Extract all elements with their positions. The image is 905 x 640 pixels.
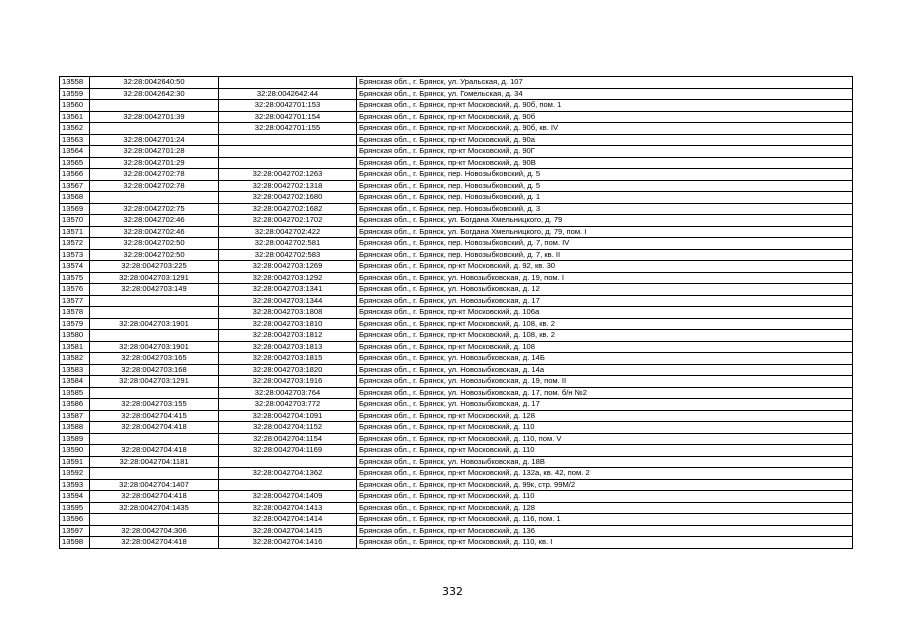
table-body [60,77,853,549]
address-cell: Брянская обл., г. Брянск, пр-кт Московский, д. 99к, стр. 99М/2 [357,479,853,491]
row-number-cell: 13592 [60,468,90,480]
table-row [60,422,853,434]
object-cadastral-number-cell [219,456,357,468]
row-number-cell: 13559 [60,88,90,100]
object-cadastral-number-cell: 32:28:0042701:153 [219,100,357,112]
object-cadastral-number-cell: 32:28:0042702:1263 [219,169,357,181]
object-cadastral-number-cell: 32:28:0042703:1916 [219,376,357,388]
row-number-cell: 13571 [60,226,90,238]
address-cell: Брянская обл., г. Брянск, пр-кт Московский, д. 106а [357,307,853,319]
object-cadastral-number-cell: 32:28:0042702:422 [219,226,357,238]
table-row [60,376,853,388]
address-cell: Брянская обл., г. Брянск, пр-кт Московский, д. 128 [357,410,853,422]
object-cadastral-number-cell: 32:28:0042703:1812 [219,330,357,342]
object-cadastral-number-cell: 32:28:0042702:581 [219,238,357,250]
address-cell: Брянская обл., г. Брянск, ул. Новозыбковская, д. 14Б [357,353,853,365]
row-number-cell: 13567 [60,180,90,192]
row-number-cell: 13584 [60,376,90,388]
table-row [60,180,853,192]
row-number-cell: 13578 [60,307,90,319]
table-row [60,169,853,181]
address-cell: Брянская обл., г. Брянск, пр-кт Московский, д. 92, кв. 30 [357,261,853,273]
address-cell: Брянская обл., г. Брянск, пр-кт Московский, д. 90а [357,134,853,146]
table-row [60,525,853,537]
object-cadastral-number-cell: 32:28:0042704:1414 [219,514,357,526]
row-number-cell: 13561 [60,111,90,123]
cadastral-number-cell: 32:28:0042701:39 [90,111,219,123]
cadastral-number-cell: 32:28:0042642:30 [90,88,219,100]
address-cell: Брянская обл., г. Брянск, ул. Новозыбковская, д. 14а [357,364,853,376]
cadastral-number-cell: 32:28:0042704:1407 [90,479,219,491]
object-cadastral-number-cell: 32:28:0042704:1409 [219,491,357,503]
row-number-cell: 13596 [60,514,90,526]
table-row [60,445,853,457]
row-number-cell: 13583 [60,364,90,376]
table-row [60,215,853,227]
cadastral-number-cell: 32:28:0042704:1181 [90,456,219,468]
row-number-cell: 13579 [60,318,90,330]
address-cell: Брянская обл., г. Брянск, пр-кт Московский, д. 110, пом. V [357,433,853,445]
address-cell: Брянская обл., г. Брянск, ул. Новозыбковская, д. 19, пом. I [357,272,853,284]
object-cadastral-number-cell: 32:28:0042704:1413 [219,502,357,514]
row-number-cell: 13566 [60,169,90,181]
address-cell: Брянская обл., г. Брянск, пр-кт Московский, д. 90б, кв. IV [357,123,853,135]
address-cell: Брянская обл., г. Брянск, пр-кт Московский, д. 90Г [357,146,853,158]
table-row [60,491,853,503]
row-number-cell: 13597 [60,525,90,537]
table-row [60,353,853,365]
address-cell: Брянская обл., г. Брянск, пр-кт Московский, д. 116, пом. 1 [357,514,853,526]
table-row [60,468,853,480]
table-row [60,284,853,296]
row-number-cell: 13574 [60,261,90,273]
cadastral-number-cell: 32:28:0042702:50 [90,238,219,250]
object-cadastral-number-cell: 32:28:0042704:1091 [219,410,357,422]
address-cell: Брянская обл., г. Брянск, пр-кт Московский, д. 90б, пом. 1 [357,100,853,112]
cadastral-number-cell [90,295,219,307]
table-row [60,318,853,330]
address-cell: Брянская обл., г. Брянск, пр-кт Московский, д. 108, кв. 2 [357,318,853,330]
cadastral-number-cell: 32:28:0042703:155 [90,399,219,411]
table-row [60,295,853,307]
cadastral-number-cell: 32:28:0042703:149 [90,284,219,296]
table-row [60,433,853,445]
table-row [60,249,853,261]
object-cadastral-number-cell: 32:28:0042704:1416 [219,537,357,549]
table-row [60,479,853,491]
object-cadastral-number-cell: 32:28:0042702:583 [219,249,357,261]
cadastral-number-cell: 32:28:0042703:225 [90,261,219,273]
object-cadastral-number-cell [219,479,357,491]
cadastral-number-cell [90,387,219,399]
row-number-cell: 13598 [60,537,90,549]
cadastral-number-cell: 32:28:0042640:50 [90,77,219,89]
page-number: 332 [442,585,463,598]
row-number-cell: 13593 [60,479,90,491]
object-cadastral-number-cell: 32:28:0042704:1152 [219,422,357,434]
row-number-cell: 13562 [60,123,90,135]
row-number-cell: 13591 [60,456,90,468]
object-cadastral-number-cell: 32:28:0042701:155 [219,123,357,135]
cadastral-number-cell: 32:28:0042704:415 [90,410,219,422]
address-cell: Брянская обл., г. Брянск, пр-кт Московский, д. 108, кв. 2 [357,330,853,342]
table-row [60,330,853,342]
cadastral-number-cell [90,123,219,135]
table-row [60,77,853,89]
address-cell: Брянская обл., г. Брянск, ул. Новозыбковская, д. 17 [357,295,853,307]
cadastral-number-cell: 32:28:0042704:418 [90,445,219,457]
address-cell: Брянская обл., г. Брянск, ул. Богдана Хмельницкого, д. 79 [357,215,853,227]
cadastral-number-cell: 32:28:0042703:1901 [90,318,219,330]
address-cell: Брянская обл., г. Брянск, пр-кт Московский, д. 110 [357,491,853,503]
table-row [60,514,853,526]
cadastral-number-cell [90,307,219,319]
address-cell: Брянская обл., г. Брянск, пр-кт Московский, д. 108 [357,341,853,353]
row-number-cell: 13582 [60,353,90,365]
object-cadastral-number-cell: 32:28:0042703:1292 [219,272,357,284]
cadastral-number-cell [90,433,219,445]
table-row [60,502,853,514]
cadastral-number-cell: 32:28:0042702:50 [90,249,219,261]
address-cell: Брянская обл., г. Брянск, ул. Уральская, д. 107 [357,77,853,89]
table-row [60,203,853,215]
table-row [60,341,853,353]
cadastral-number-cell: 32:28:0042704:306 [90,525,219,537]
cadastral-number-cell: 32:28:0042704:1435 [90,502,219,514]
row-number-cell: 13585 [60,387,90,399]
object-cadastral-number-cell: 32:28:0042702:1702 [219,215,357,227]
address-cell: Брянская обл., г. Брянск, пер. Новозыбковский, д. 5 [357,169,853,181]
address-cell: Брянская обл., г. Брянск, пр-кт Московский, д. 110, кв. I [357,537,853,549]
row-number-cell: 13576 [60,284,90,296]
table-row [60,238,853,250]
table-row [60,88,853,100]
table-row [60,226,853,238]
cadastral-number-cell: 32:28:0042701:28 [90,146,219,158]
object-cadastral-number-cell: 32:28:0042703:772 [219,399,357,411]
address-cell: Брянская обл., г. Брянск, ул. Богдана Хмельницкого, д. 79, пом. I [357,226,853,238]
cadastral-number-cell: 32:28:0042704:418 [90,422,219,434]
address-cell: Брянская обл., г. Брянск, пр-кт Московский, д. 136 [357,525,853,537]
cadastral-number-cell: 32:28:0042702:46 [90,215,219,227]
row-number-cell: 13581 [60,341,90,353]
table-row [60,192,853,204]
object-cadastral-number-cell: 32:28:0042703:1813 [219,341,357,353]
cadastral-number-cell [90,100,219,112]
row-number-cell: 13558 [60,77,90,89]
table-row [60,387,853,399]
address-cell: Брянская обл., г. Брянск, ул. Новозыбковская, д. 17 [357,399,853,411]
table-row [60,399,853,411]
object-cadastral-number-cell: 32:28:0042704:1169 [219,445,357,457]
object-cadastral-number-cell [219,134,357,146]
row-number-cell: 13577 [60,295,90,307]
table-row [60,410,853,422]
row-number-cell: 13560 [60,100,90,112]
cadastral-number-cell: 32:28:0042703:1291 [90,376,219,388]
address-cell: Брянская обл., г. Брянск, ул. Новозыбковская, д. 18В [357,456,853,468]
address-cell: Брянская обл., г. Брянск, пер. Новозыбковский, д. 1 [357,192,853,204]
table-row [60,364,853,376]
row-number-cell: 13572 [60,238,90,250]
row-number-cell: 13563 [60,134,90,146]
row-number-cell: 13589 [60,433,90,445]
cadastral-number-cell: 32:28:0042704:418 [90,491,219,503]
cadastral-number-cell [90,330,219,342]
object-cadastral-number-cell: 32:28:0042703:1344 [219,295,357,307]
address-cell: Брянская обл., г. Брянск, пр-кт Московский, д. 132а, кв. 42, пом. 2 [357,468,853,480]
address-cell: Брянская обл., г. Брянск, ул. Новозыбковская, д. 19, пом. II [357,376,853,388]
cadastral-number-cell: 32:28:0042704:418 [90,537,219,549]
cadastral-number-cell: 32:28:0042703:165 [90,353,219,365]
cadastral-number-cell: 32:28:0042703:1291 [90,272,219,284]
row-number-cell: 13588 [60,422,90,434]
object-cadastral-number-cell: 32:28:0042703:1820 [219,364,357,376]
row-number-cell: 13575 [60,272,90,284]
address-cell: Брянская обл., г. Брянск, ул. Новозыбковская, д. 17, пом. б/н №2 [357,387,853,399]
address-cell: Брянская обл., г. Брянск, пр-кт Московский, д. 90б [357,111,853,123]
address-cell: Брянская обл., г. Брянск, ул. Гомельская, д. 34 [357,88,853,100]
row-number-cell: 13595 [60,502,90,514]
table-row [60,157,853,169]
address-cell: Брянская обл., г. Брянск, пер. Новозыбковский, д. 7, пом. IV [357,238,853,250]
cadastral-number-cell: 32:28:0042702:78 [90,169,219,181]
address-cell: Брянская обл., г. Брянск, пр-кт Московский, д. 110 [357,445,853,457]
object-cadastral-number-cell: 32:28:0042703:1341 [219,284,357,296]
cadastral-number-cell [90,192,219,204]
object-cadastral-number-cell [219,146,357,158]
object-cadastral-number-cell: 32:28:0042702:1682 [219,203,357,215]
row-number-cell: 13573 [60,249,90,261]
row-number-cell: 13590 [60,445,90,457]
table-row [60,537,853,549]
object-cadastral-number-cell: 32:28:0042703:764 [219,387,357,399]
address-cell: Брянская обл., г. Брянск, ул. Новозыбковская, д. 12 [357,284,853,296]
object-cadastral-number-cell: 32:28:0042703:1810 [219,318,357,330]
cadastral-number-cell [90,514,219,526]
address-cell: Брянская обл., г. Брянск, пр-кт Московский, д. 90В [357,157,853,169]
table-row [60,261,853,273]
object-cadastral-number-cell: 32:28:0042703:1269 [219,261,357,273]
object-cadastral-number-cell: 32:28:0042642:44 [219,88,357,100]
table-row [60,307,853,319]
row-number-cell: 13569 [60,203,90,215]
row-number-cell: 13586 [60,399,90,411]
address-cell: Брянская обл., г. Брянск, пер. Новозыбковский, д. 7, кв. II [357,249,853,261]
object-cadastral-number-cell: 32:28:0042703:1808 [219,307,357,319]
table-row [60,123,853,135]
table-row [60,146,853,158]
address-cell: Брянская обл., г. Брянск, пер. Новозыбковский, д. 3 [357,203,853,215]
table-row [60,456,853,468]
cadastral-number-cell: 32:28:0042703:168 [90,364,219,376]
address-cell: Брянская обл., г. Брянск, пр-кт Московский, д. 128 [357,502,853,514]
table-row [60,100,853,112]
row-number-cell: 13565 [60,157,90,169]
object-cadastral-number-cell: 32:28:0042701:154 [219,111,357,123]
table-row [60,134,853,146]
object-cadastral-number-cell: 32:28:0042702:1318 [219,180,357,192]
address-cell: Брянская обл., г. Брянск, пр-кт Московский, д. 110 [357,422,853,434]
object-cadastral-number-cell: 32:28:0042704:1154 [219,433,357,445]
table-row [60,111,853,123]
object-cadastral-number-cell: 32:28:0042704:1362 [219,468,357,480]
cadastral-number-cell: 32:28:0042702:78 [90,180,219,192]
table-row [60,272,853,284]
cadastral-number-cell: 32:28:0042703:1901 [90,341,219,353]
row-number-cell: 13580 [60,330,90,342]
object-cadastral-number-cell [219,157,357,169]
cadastral-number-cell: 32:28:0042701:24 [90,134,219,146]
row-number-cell: 13594 [60,491,90,503]
cadastral-number-cell: 32:28:0042702:46 [90,226,219,238]
cadastral-number-cell: 32:28:0042702:75 [90,203,219,215]
object-cadastral-number-cell [219,77,357,89]
object-cadastral-number-cell: 32:28:0042704:1415 [219,525,357,537]
address-cell: Брянская обл., г. Брянск, пер. Новозыбковский, д. 5 [357,180,853,192]
row-number-cell: 13564 [60,146,90,158]
cadastral-number-cell: 32:28:0042701:29 [90,157,219,169]
cadastral-table [59,76,853,549]
cadastral-number-cell [90,468,219,480]
row-number-cell: 13568 [60,192,90,204]
object-cadastral-number-cell: 32:28:0042703:1815 [219,353,357,365]
row-number-cell: 13587 [60,410,90,422]
object-cadastral-number-cell: 32:28:0042702:1680 [219,192,357,204]
row-number-cell: 13570 [60,215,90,227]
